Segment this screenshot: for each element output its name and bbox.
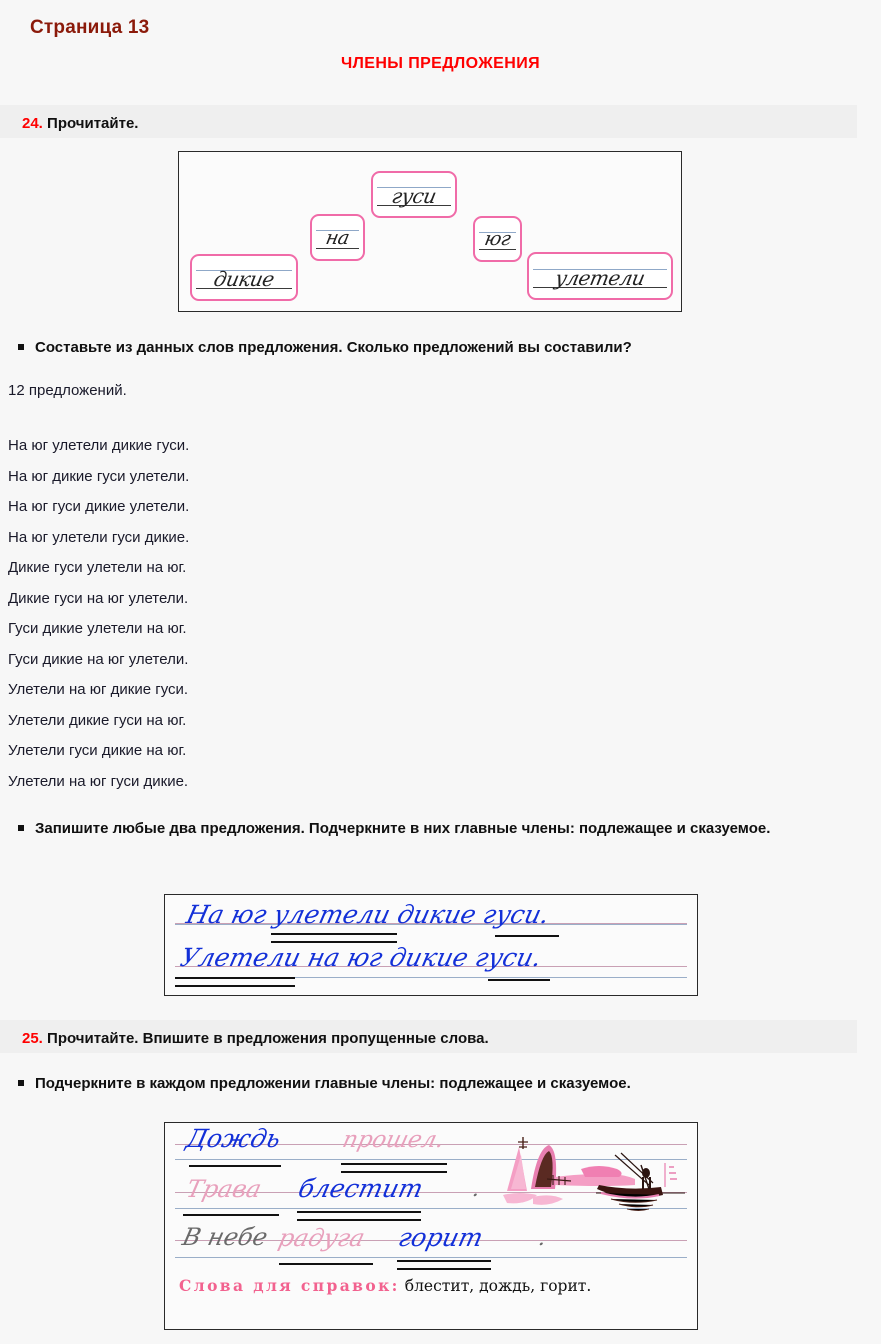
line-1-subject: Дождь (183, 1124, 284, 1153)
predicate-underline (341, 1163, 447, 1173)
reference-label: Слова для справок: (179, 1276, 400, 1295)
predicate-underline (397, 1260, 491, 1270)
bullet-square-icon (18, 1080, 24, 1086)
page-title: Страница 13 (30, 17, 150, 38)
list-item: Дикие гуси улетели на юг. (8, 559, 187, 576)
reference-words: блестит, дождь, горит. (404, 1277, 592, 1295)
word-cards-figure (178, 151, 682, 312)
exercise-25-bullet-1 (18, 1073, 858, 1095)
exercise-24-title: Прочитайте. (47, 115, 139, 132)
handwriting-answer-box-25 (164, 1122, 698, 1330)
bullet-square-icon (18, 344, 24, 350)
line-2-tail: . (470, 1177, 483, 1202)
boat-on-water-illustration (493, 1129, 689, 1215)
word-card-uleteli (527, 252, 673, 300)
exercise-24-bullet-2 (18, 818, 853, 840)
reference-words-block (179, 1275, 685, 1297)
exercise-25-title: Прочитайте. Впишите в предложения пропущенные слова. (47, 1030, 489, 1047)
bullet-square-icon (18, 825, 24, 831)
subject-underline (488, 979, 550, 981)
line-3-subject: радуга (275, 1224, 368, 1252)
subject-underline (495, 935, 559, 937)
bullet-text: Запишите любые два предложения. Подчеркните в них главные члены: подлежащее и сказуемое. (35, 820, 771, 837)
list-item: Улетели на юг дикие гуси. (8, 681, 189, 698)
list-item: Гуси дикие улетели на юг. (8, 620, 187, 637)
word-card-na (310, 214, 365, 261)
word-card-yug (473, 216, 522, 262)
line-3-prefix: В небе (179, 1223, 271, 1251)
bullet-text: Подчеркните в каждом предложении главные члены: подлежащее и сказуемое. (35, 1075, 631, 1092)
list-item: Улетели на юг гуси дикие. (8, 772, 189, 790)
line-3-tail: . (536, 1226, 549, 1251)
list-item: Дикие гуси на юг улетели. (8, 589, 189, 607)
subject-underline (183, 1214, 279, 1216)
line-2-subject: Трава (183, 1175, 265, 1203)
word-card-label: гуси (389, 184, 439, 208)
bullet-text: Составьте из данных слов предложения. Сколько предложений вы составили? (35, 339, 632, 356)
handwriting-answer-box-24 (164, 894, 698, 996)
list-item: На юг улетели гуси дикие. (8, 528, 190, 546)
word-card-dikie (190, 254, 298, 301)
predicate-underline (297, 1211, 421, 1221)
exercise-24-number: 24. (22, 115, 43, 132)
line-1-predicate: прошел. (339, 1127, 447, 1153)
list-item: Улетели гуси дикие на юг. (8, 742, 187, 759)
answer-count: 12 предложений. (8, 382, 127, 399)
word-card-label: юг (482, 228, 513, 250)
exercise-24-header (0, 105, 857, 138)
word-card-label: на (323, 227, 352, 249)
word-card-label: улетели (553, 266, 647, 290)
subject-underline (279, 1263, 373, 1265)
subject-underline (189, 1165, 281, 1167)
line-2-predicate: блестит (295, 1174, 426, 1203)
word-card-label: дикие (211, 267, 277, 291)
list-item: На юг дикие гуси улетели. (8, 467, 190, 485)
list-item: На юг гуси дикие улетели. (8, 498, 190, 515)
section-title: ЧЛЕНЫ ПРЕДЛОЖЕНИЯ (341, 55, 540, 72)
predicate-underline (271, 933, 397, 943)
handwritten-sentence-2: Улетели на юг дикие гуси. (177, 943, 545, 972)
sentence-list (8, 431, 189, 797)
predicate-underline (175, 977, 295, 987)
word-card-gusi (371, 171, 457, 218)
exercise-24-bullet-1 (18, 337, 858, 359)
handwritten-sentence-1: На юг улетели дикие гуси. (183, 900, 553, 929)
list-item: На юг улетели дикие гуси. (8, 437, 190, 454)
line-3-predicate: горит (395, 1223, 486, 1252)
list-item: Улетели дикие гуси на юг. (8, 711, 187, 729)
list-item: Гуси дикие на юг улетели. (8, 650, 189, 668)
exercise-25-header (0, 1020, 857, 1053)
exercise-25-number: 25. (22, 1030, 43, 1047)
